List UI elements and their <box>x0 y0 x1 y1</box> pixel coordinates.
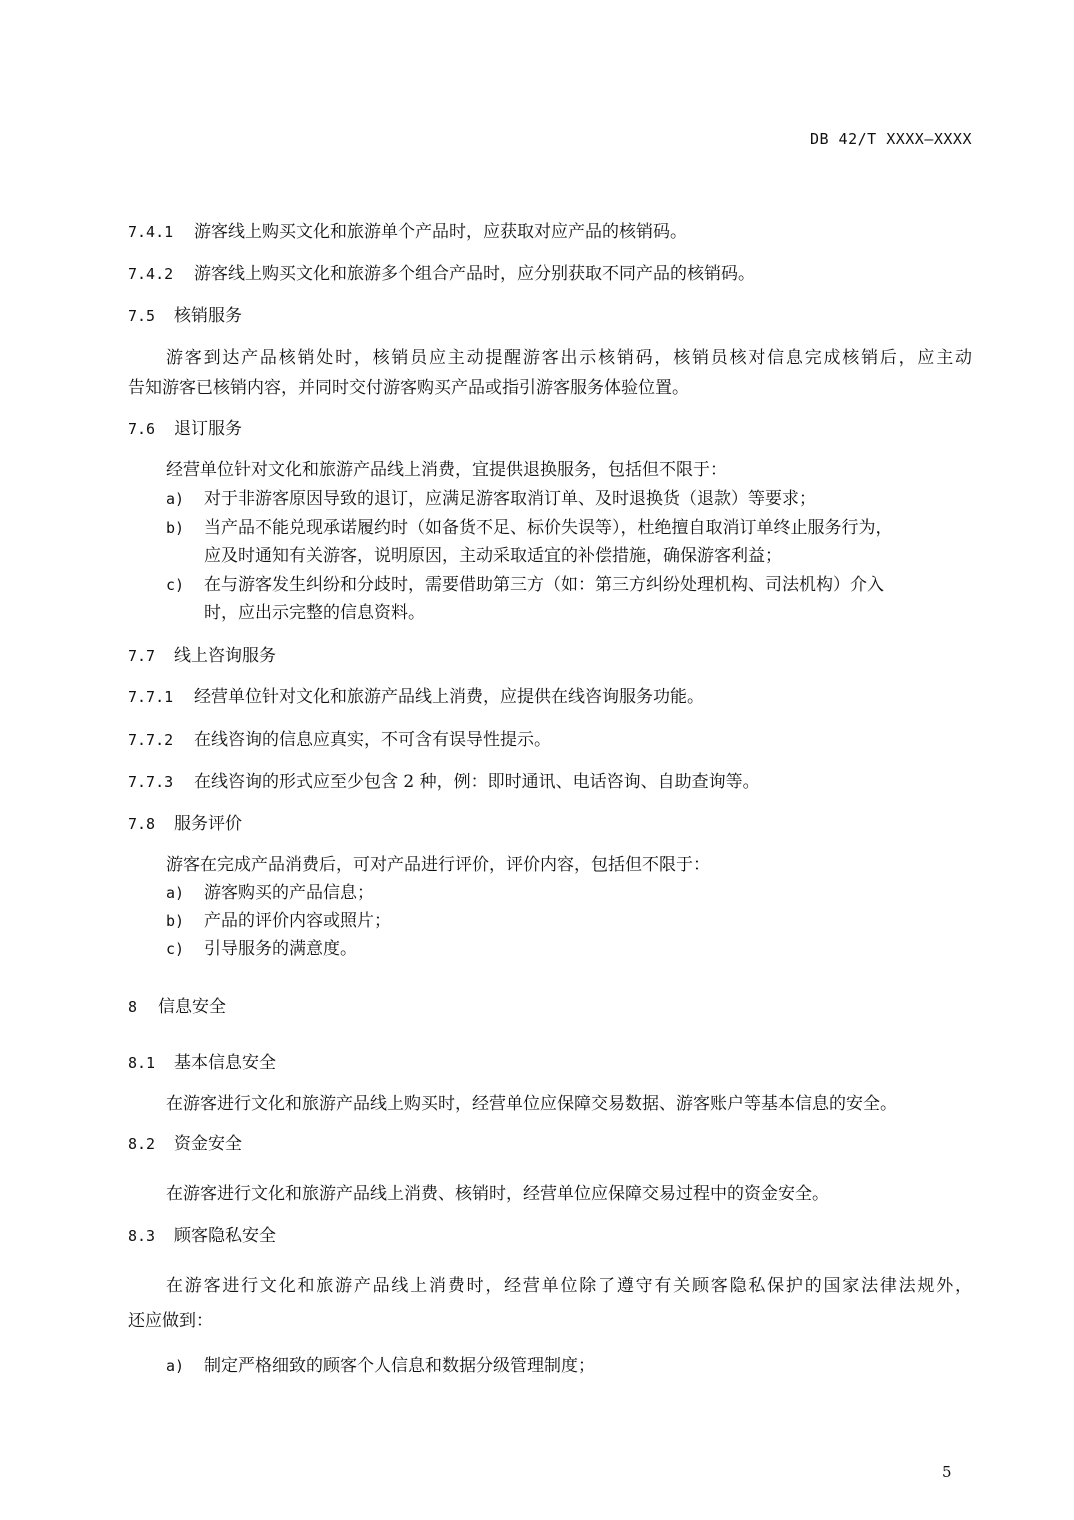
list-text: 产品的评价内容或照片； <box>204 911 391 931</box>
heading-8-3 <box>128 1225 276 1247</box>
heading-7-7 <box>128 645 276 667</box>
clause-number: 7.7.3 <box>128 773 174 791</box>
list-item-a <box>166 488 816 510</box>
heading-8-1 <box>128 1052 276 1074</box>
clause-text: 游客线上购买文化和旅游单个产品时，应获取对应产品的核销码。 <box>194 222 687 242</box>
paragraph-8-3-line1: 在游客进行文化和旅游产品线上消费时，经营单位除了遵守有关顾客隐私保护的国家法律法规外， <box>166 1276 972 1296</box>
list-item-c-continued: 时，应出示完整的信息资料。 <box>204 603 425 623</box>
clause-number: 7.7.2 <box>128 731 174 749</box>
list-marker: b) <box>166 912 185 930</box>
heading-7-6 <box>128 418 242 440</box>
list-text: 在与游客发生纠纷和分歧时，需要借助第三方（如：第三方纠纷处理机构、司法机构）介入 <box>204 575 884 595</box>
paragraph-7-5-line2: 告知游客已核销内容，并同时交付游客购买产品或指引游客服务体验位置。 <box>128 378 689 398</box>
heading-title: 基本信息安全 <box>174 1053 276 1073</box>
list-marker: a) <box>166 884 185 902</box>
list-item-a <box>166 882 374 904</box>
paragraph-7-6-intro: 经营单位针对文化和旅游产品线上消费，宜提供退换服务，包括但不限于： <box>166 460 727 480</box>
list-text: 当产品不能兑现承诺履约时（如备货不足、标价失误等），杜绝擅自取消订单终止服务行为， <box>204 518 893 538</box>
page-number: 5 <box>942 1463 952 1481</box>
clause-number: 7.7.1 <box>128 688 174 706</box>
heading-number: 7.6 <box>128 420 156 438</box>
list-item-a <box>166 1355 595 1377</box>
clause-text: 经营单位针对文化和旅游产品线上消费，应提供在线咨询服务功能。 <box>194 687 704 707</box>
paragraph-7-5-line1: 游客到达产品核销处时，核销员应主动提醒游客出示核销码，核销员核对信息完成核销后，应主动 <box>166 348 972 368</box>
clause-text: 在线咨询的信息应真实，不可含有误导性提示。 <box>194 730 551 750</box>
list-text: 引导服务的满意度。 <box>204 939 357 959</box>
clause-text: 游客线上购买文化和旅游多个组合产品时，应分别获取不同产品的核销码。 <box>194 264 755 284</box>
heading-number: 8.3 <box>128 1227 156 1245</box>
list-item-b <box>166 517 893 539</box>
list-marker: c) <box>166 940 185 958</box>
clause-7-7-2 <box>128 729 551 751</box>
heading-number: 8.1 <box>128 1054 156 1072</box>
clause-number: 7.4.2 <box>128 265 174 283</box>
heading-number: 8 <box>128 998 138 1016</box>
heading-number: 8.2 <box>128 1135 156 1153</box>
heading-number: 7.7 <box>128 647 156 665</box>
clause-7-4-1 <box>128 221 687 243</box>
clause-number: 7.4.1 <box>128 223 174 241</box>
paragraph-7-8-intro: 游客在完成产品消费后，可对产品进行评价，评价内容，包括但不限于： <box>166 855 710 875</box>
heading-8 <box>128 996 226 1018</box>
list-marker: c) <box>166 576 185 594</box>
paragraph-8-1: 在游客进行文化和旅游产品线上购买时，经营单位应保障交易数据、游客账户等基本信息的安全。 <box>166 1094 897 1114</box>
clause-7-7-1 <box>128 686 704 708</box>
heading-7-5 <box>128 305 242 327</box>
clause-7-4-2 <box>128 263 755 285</box>
list-marker: a) <box>166 490 185 508</box>
heading-title: 信息安全 <box>158 997 226 1017</box>
heading-title: 资金安全 <box>174 1134 242 1154</box>
list-marker: b) <box>166 519 185 537</box>
heading-title: 服务评价 <box>174 814 242 834</box>
list-item-c <box>166 574 884 596</box>
heading-title: 核销服务 <box>174 306 242 326</box>
heading-title: 顾客隐私安全 <box>174 1226 276 1246</box>
clause-text: 在线咨询的形式应至少包含 2 种，例：即时通讯、电话咨询、自助查询等。 <box>194 772 760 792</box>
heading-title: 线上咨询服务 <box>174 646 276 666</box>
list-item-b <box>166 910 391 932</box>
clause-7-7-3 <box>128 771 760 793</box>
paragraph-8-3-line2: 还应做到： <box>128 1311 213 1331</box>
list-text: 制定严格细致的顾客个人信息和数据分级管理制度； <box>204 1356 595 1376</box>
list-item-b-continued: 应及时通知有关游客，说明原因，主动采取适宜的补偿措施，确保游客利益； <box>204 546 782 566</box>
list-text: 对于非游客原因导致的退订，应满足游客取消订单、及时退换货（退款）等要求； <box>204 489 816 509</box>
paragraph-8-2: 在游客进行文化和旅游产品线上消费、核销时，经营单位应保障交易过程中的资金安全。 <box>166 1184 829 1204</box>
heading-number: 7.8 <box>128 815 156 833</box>
heading-title: 退订服务 <box>174 419 242 439</box>
heading-8-2 <box>128 1133 242 1155</box>
list-marker: a) <box>166 1357 185 1375</box>
heading-number: 7.5 <box>128 307 156 325</box>
list-item-c <box>166 938 357 960</box>
document-code-header: DB 42/T XXXX—XXXX <box>809 130 972 148</box>
list-text: 游客购买的产品信息； <box>204 883 374 903</box>
heading-7-8 <box>128 813 242 835</box>
